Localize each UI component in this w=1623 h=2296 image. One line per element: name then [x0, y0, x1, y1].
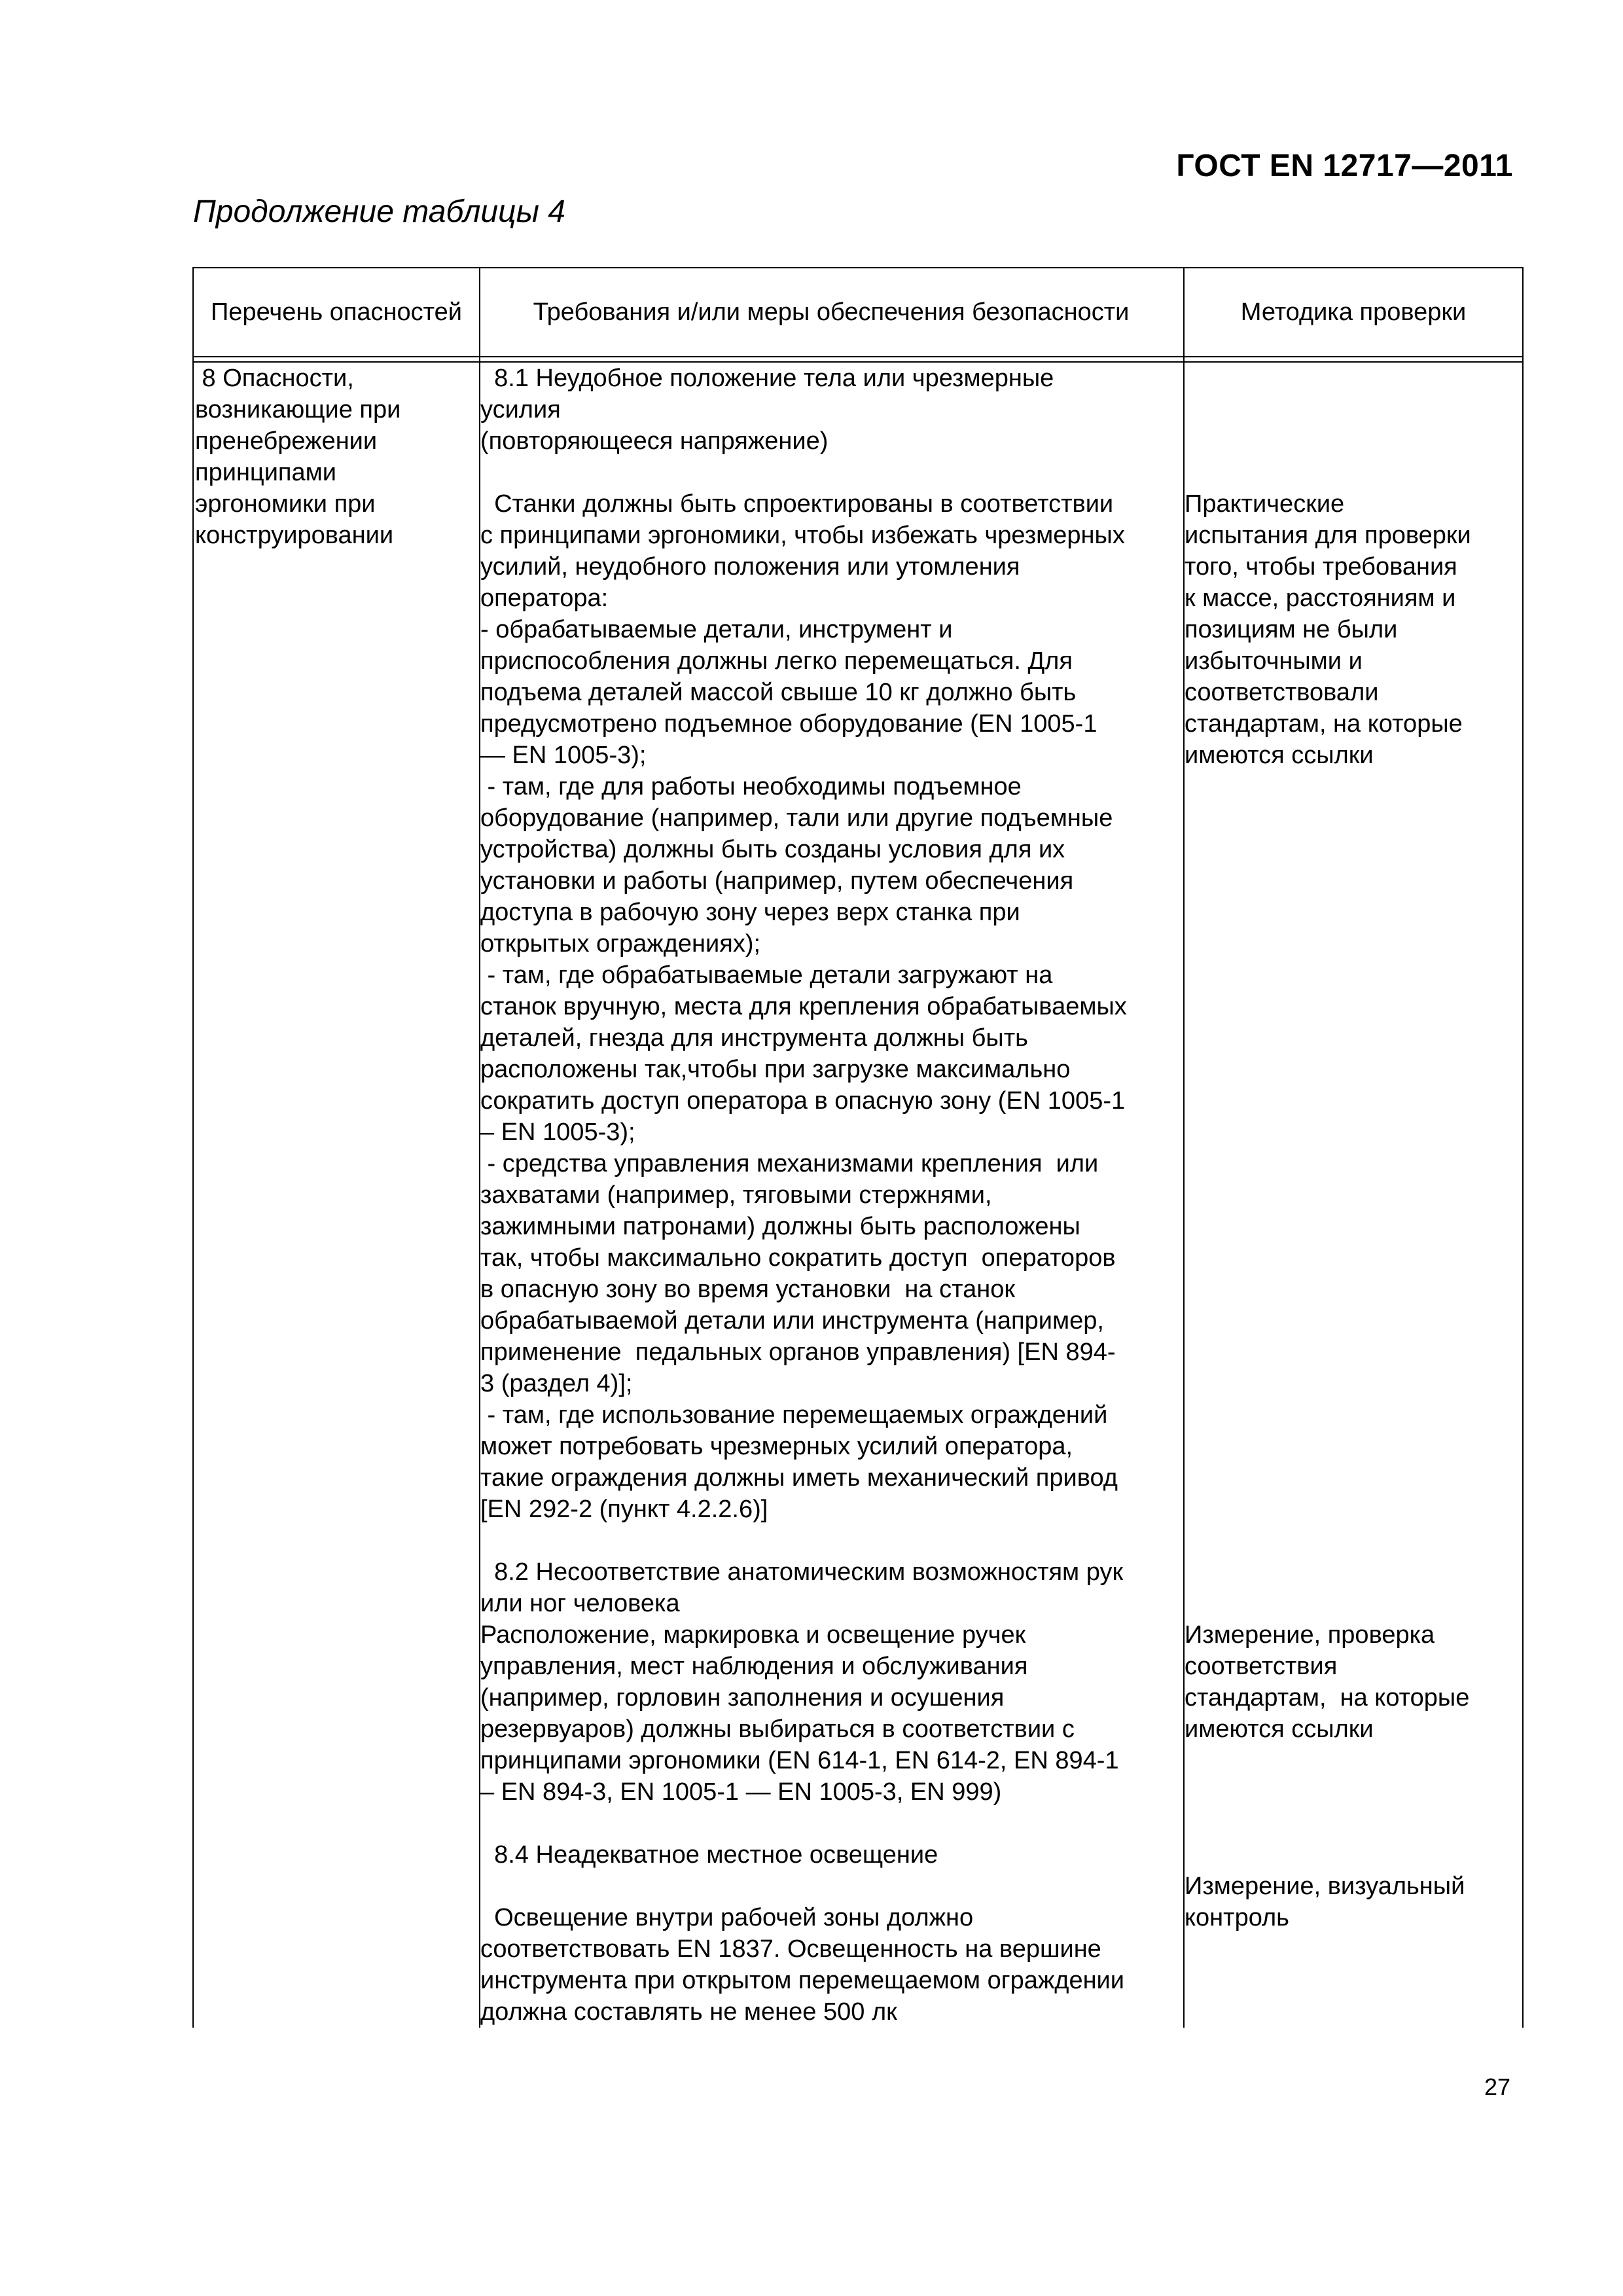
- text-line: [480, 1525, 1127, 1556]
- text-line: резервуаров) должны выбираться в соответствии с: [480, 1715, 1075, 1743]
- text-line: предусмотрено подъемное оборудование (EN 1005-1: [480, 710, 1097, 738]
- text-line: усилий, неудобного положения или утомления: [480, 553, 1020, 581]
- text-line: стандартам, на которые: [1185, 1684, 1470, 1712]
- text-line: возникающие при: [195, 396, 401, 423]
- text-line: [480, 1808, 1127, 1839]
- text-line: эргономики при: [195, 490, 376, 518]
- text-line: подъема деталей массой свыше 10 кг должно быть: [480, 679, 1077, 706]
- text-line: Измерение, визуальный: [1185, 1873, 1465, 1900]
- text-line: принципами: [195, 459, 336, 486]
- text-line: имеются ссылки: [1185, 742, 1374, 769]
- text-line: соответствовали: [1185, 679, 1379, 706]
- column-header-requirements: Требования и/или меры обеспечения безопасности: [533, 298, 1130, 326]
- text-line: Практические: [1185, 490, 1345, 518]
- text-line: оборудование (например, тали или другие подъемные: [480, 804, 1113, 832]
- text-line: позициям не были: [1185, 616, 1398, 643]
- text-line: принципами эргономики (EN 614-1, EN 614-2, EN 894-1: [480, 1747, 1119, 1774]
- requirements-cell: [480, 363, 1127, 2028]
- text-line: соответствия: [1185, 1653, 1338, 1680]
- text-line: в опасную зону во время установки на станок: [480, 1276, 1015, 1303]
- text-line: управления, мест наблюдения и обслуживания: [480, 1653, 1028, 1680]
- text-line: — EN 1005-3);: [480, 742, 647, 769]
- text-line: применение педальных органов управления) [EN 894-: [480, 1338, 1116, 1366]
- text-line: деталей, гнезда для инструмента должны быть: [480, 1024, 1028, 1052]
- text-line: 8 Опасности,: [195, 365, 354, 392]
- text-line: сократить доступ оператора в опасную зону (EN 1005-1: [480, 1087, 1126, 1115]
- hazards-table: [192, 267, 1524, 2028]
- text-line: оператора:: [480, 584, 609, 612]
- standard-designation: ГОСТ EN 12717—2011: [1176, 149, 1513, 183]
- text-line: Расположение, маркировка и освещение ручек: [480, 1621, 1026, 1649]
- text-line: - средства управления механизмами крепления или: [480, 1150, 1099, 1177]
- text-line: Измерение, проверка: [1185, 1621, 1435, 1649]
- text-line: 8.2 Несоответствие анатомическим возможностям рук: [480, 1558, 1124, 1586]
- text-line: [480, 1871, 1127, 1902]
- column-header-verification: Методика проверки: [1240, 298, 1467, 326]
- text-line: так, чтобы максимально сократить доступ операторов: [480, 1244, 1116, 1272]
- text-line: [480, 457, 1127, 488]
- text-line: усилия: [480, 396, 561, 423]
- verification-cell-8-1: [1185, 488, 1471, 771]
- text-line: испытания для проверки: [1185, 522, 1471, 549]
- text-line: конструировании: [195, 522, 394, 549]
- text-line: захватами (например, тяговыми стержнями,: [480, 1181, 992, 1209]
- text-line: 8.1 Неудобное положение тела или чрезмерные: [480, 365, 1054, 392]
- text-line: может потребовать чрезмерных усилий оператора,: [480, 1433, 1073, 1460]
- text-line: – EN 1005-3);: [480, 1119, 635, 1146]
- text-line: доступа в рабочую зону через верх станка при: [480, 899, 1020, 926]
- text-line: должна составлять не менее 500 лк: [480, 1998, 897, 2026]
- text-line: 8.4 Неадекватное местное освещение: [480, 1841, 938, 1869]
- text-line: - там, где использование перемещаемых ограждений: [480, 1401, 1108, 1429]
- text-line: соответствовать EN 1837. Освещенность на вершине: [480, 1935, 1101, 1963]
- text-line: 3 (раздел 4)];: [480, 1370, 633, 1397]
- text-line: (повторяющееся напряжение): [480, 427, 829, 455]
- text-line: – EN 894-3, EN 1005-1 — EN 1005-3, EN 999): [480, 1778, 1002, 1806]
- text-line: установки и работы (например, путем обеспечения: [480, 867, 1074, 895]
- text-line: избыточными и: [1185, 647, 1363, 675]
- text-line: (например, горловин заполнения и осушения: [480, 1684, 1005, 1712]
- text-line: - там, где обрабатываемые детали загружают на: [480, 961, 1053, 989]
- text-line: такие ограждения должны иметь механический привод: [480, 1464, 1118, 1492]
- text-line: с принципами эргономики, чтобы избежать чрезмерных: [480, 522, 1125, 549]
- text-line: приспособления должны легко перемещаться. Для: [480, 647, 1073, 675]
- table-continuation-caption: Продолжение таблицы 4: [193, 194, 565, 229]
- text-line: открытых ограждениях);: [480, 930, 761, 958]
- text-line: или ног человека: [480, 1590, 680, 1617]
- column-header-hazards: Перечень опасностей: [210, 298, 463, 326]
- verification-cell-8-2: [1185, 1619, 1469, 1745]
- page-number: 27: [1484, 2073, 1510, 2100]
- text-line: того, чтобы требования: [1185, 553, 1457, 581]
- text-line: устройства) должны быть созданы условия для их: [480, 836, 1065, 863]
- text-line: - там, где для работы необходимы подъемное: [480, 773, 1022, 800]
- verification-cell-8-4: [1185, 1871, 1465, 1933]
- text-line: станок вручную, места для крепления обрабатываемых: [480, 993, 1127, 1020]
- text-line: расположены так,чтобы при загрузке максимально: [480, 1056, 1071, 1083]
- text-line: Станки должны быть спроектированы в соответствии: [480, 490, 1114, 518]
- text-line: [EN 292-2 (пункт 4.2.2.6)]: [480, 1496, 768, 1523]
- text-line: Освещение внутри рабочей зоны должно: [480, 1904, 974, 1931]
- text-line: пренебрежении: [195, 427, 378, 455]
- text-line: к массе, расстояниям и: [1185, 584, 1456, 612]
- text-line: имеются ссылки: [1185, 1715, 1374, 1743]
- text-line: - обрабатываемые детали, инструмент и: [480, 616, 953, 643]
- text-line: обрабатываемой детали или инструмента (например,: [480, 1307, 1104, 1335]
- text-line: зажимными патронами) должны быть расположены: [480, 1213, 1080, 1240]
- text-line: контроль: [1185, 1904, 1289, 1931]
- text-line: инструмента при открытом перемещаемом ограждении: [480, 1967, 1125, 1994]
- text-line: стандартам, на которые: [1185, 710, 1463, 738]
- header-separator: [194, 356, 1522, 363]
- hazard-cell: [195, 363, 401, 551]
